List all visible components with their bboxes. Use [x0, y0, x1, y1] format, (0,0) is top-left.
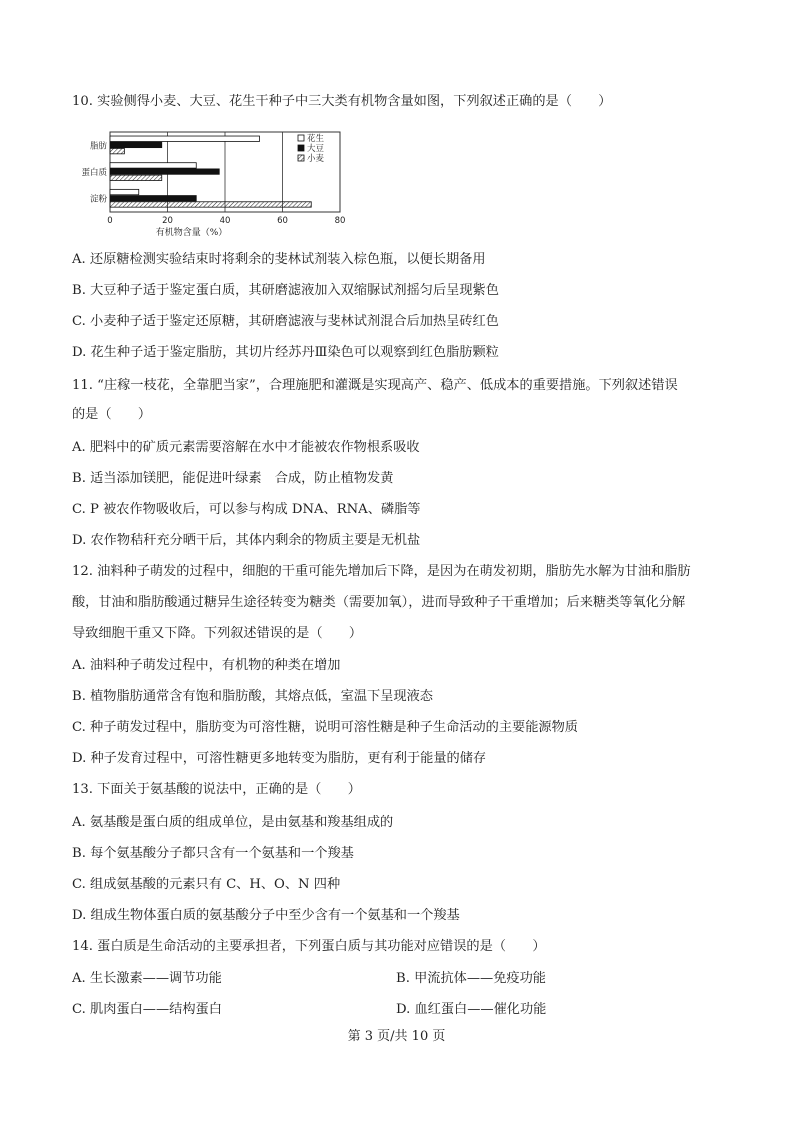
- q10-option-d: D. 花生种子适于鉴定脂肪，其切片经苏丹Ⅲ染色可以观察到红色脂肪颗粒: [72, 345, 499, 360]
- q12-stem-line-3: 导致细胞干重又下降。下列叙述错误的是（ ）: [72, 626, 363, 641]
- chart-legend-swatch: [298, 135, 304, 141]
- chart-bar: [110, 175, 162, 180]
- chart-bar: [110, 142, 162, 147]
- q12-stem-line-1: 12. 油料种子萌发的过程中，细胞的干重可能先增加后下降，是因为在萌发初期，脂肪先水解为甘油和脂肪: [72, 564, 691, 579]
- chart-bar: [110, 169, 219, 174]
- chart-bar: [110, 163, 196, 168]
- chart-legend-label: 小麦: [307, 154, 325, 164]
- chart-category-label: 蛋白质: [81, 168, 107, 178]
- chart-category-label: 脂肪: [89, 141, 107, 152]
- chart-x-axis-label: 有机物含量（%）: [155, 228, 228, 238]
- chart-legend-label: 花生: [307, 134, 325, 144]
- chart-legend-swatch: [298, 155, 304, 161]
- chart-x-tick-label: 80: [334, 216, 346, 226]
- chart-x-tick-label: 20: [162, 216, 173, 226]
- q12-option-a: A. 油料种子萌发过程中，有机物的种类在增加: [72, 658, 341, 673]
- q12-stem-line-2: 酸，甘油和脂肪酸通过糖异生途径转变为糖类（需要加氧），进而导致种子干重增加；后来糖类等氧化分解: [72, 595, 686, 610]
- q10-bar-chart: [72, 126, 362, 238]
- chart-bar: [110, 196, 196, 201]
- page-footer: 第 3 页/共 10 页: [347, 1029, 446, 1044]
- q11-option-c: C. P 被农作物吸收后，可以参与构成 DNA、RNA、磷脂等: [72, 502, 421, 517]
- q11-option-b: B. 适当添加镁肥，能促进叶绿素 合成，防止植物发黄: [72, 471, 394, 486]
- q12-option-c: C. 种子萌发过程中，脂肪变为可溶性糖，说明可溶性糖是种子生命活动的主要能源物质: [72, 720, 578, 735]
- q12-option-d: D. 种子发育过程中，可溶性糖更多地转变为脂肪，更有利于能量的储存: [72, 751, 487, 766]
- chart-category-label: 淀粉: [89, 194, 107, 205]
- q14-option-b: B. 甲流抗体——免疫功能: [396, 971, 546, 986]
- chart-x-tick-label: 40: [219, 216, 231, 226]
- q11-stem-line-1: 11. “庄稼一枝花，全靠肥当家”，合理施肥和灌溉是实现高产、稳产、低成本的重要措施。下列叙述错误: [72, 378, 678, 393]
- q14-option-a: A. 生长激素——调节功能: [72, 971, 222, 986]
- q13-option-d: D. 组成生物体蛋白质的氨基酸分子中至少含有一个氨基和一个羧基: [72, 908, 460, 923]
- chart-svg: [72, 126, 362, 238]
- chart-bar: [110, 189, 139, 194]
- q14-option-d: D. 血红蛋白——催化功能: [396, 1002, 547, 1017]
- q13-option-c: C. 组成氨基酸的元素只有 C、H、O、N 四种: [72, 877, 341, 892]
- q11-option-d: D. 农作物秸秆充分晒干后，其体内剩余的物质主要是无机盐: [72, 533, 421, 548]
- q10-option-c: C. 小麦种子适于鉴定还原糖，其研磨滤液与斐林试剂混合后加热呈砖红色: [72, 314, 499, 329]
- q13-stem: 13. 下面关于氨基酸的说法中，正确的是（ ）: [72, 782, 361, 797]
- chart-bar: [110, 148, 124, 153]
- q14-stem: 14. 蛋白质是生命活动的主要承担者，下列蛋白质与其功能对应错误的是（ ）: [72, 939, 546, 954]
- q11-option-a: A. 肥料中的矿质元素需要溶解在水中才能被农作物根系吸收: [72, 440, 420, 455]
- chart-x-tick-label: 60: [277, 216, 288, 226]
- q13-option-b: B. 每个氨基酸分子都只含有一个氨基和一个羧基: [72, 846, 354, 861]
- q13-option-a: A. 氨基酸是蛋白质的组成单位，是由氨基和羧基组成的: [72, 815, 394, 830]
- chart-bar: [110, 136, 260, 141]
- q11-stem-line-2: 的是（ ）: [72, 407, 152, 422]
- q10-option-a: A. 还原糖检测实验结束时将剩余的斐林试剂装入棕色瓶，以便长期备用: [72, 252, 486, 267]
- q10-option-b: B. 大豆种子适于鉴定蛋白质，其研磨滤液加入双缩脲试剂摇匀后呈现紫色: [72, 283, 499, 298]
- q12-option-b: B. 植物脂肪通常含有饱和脂肪酸，其熔点低，室温下呈现液态: [72, 689, 433, 704]
- q14-option-c: C. 肌肉蛋白——结构蛋白: [72, 1002, 222, 1017]
- chart-legend-swatch: [298, 145, 304, 151]
- chart-legend-label: 大豆: [307, 144, 325, 154]
- chart-bar: [110, 202, 311, 207]
- q10-stem: 10. 实验侧得小麦、大豆、花生干种子中三大类有机物含量如图，下列叙述正确的是（ ）: [72, 94, 612, 109]
- chart-x-tick-label: 0: [107, 216, 113, 226]
